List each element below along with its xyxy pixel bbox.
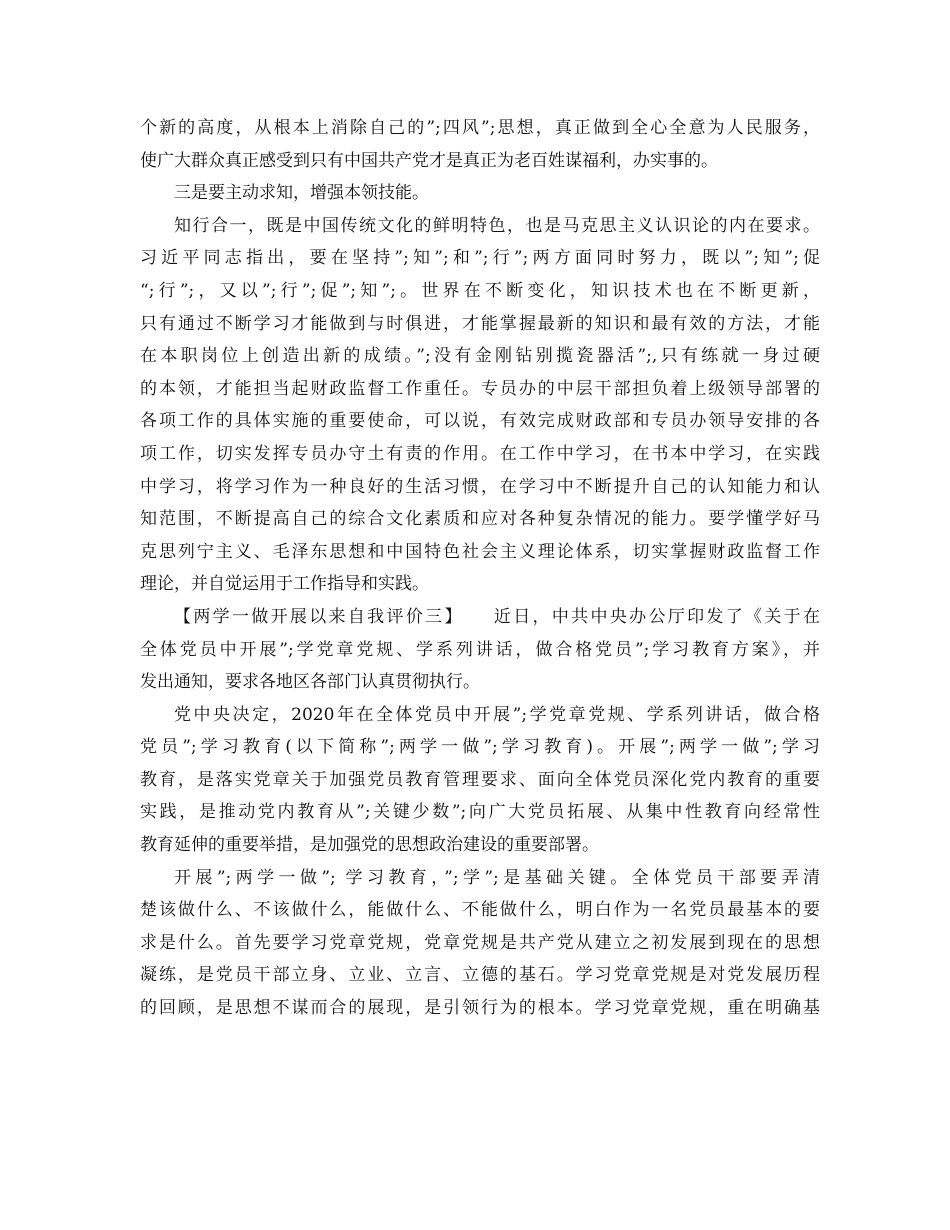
- text-line: “;行”;，又以”;行”;促”;知”;。世界在不断变化，知识技术也在不断更新，: [140, 280, 820, 301]
- text-line: 开展”;两学一做”; 学习教育，”;学”;是基础关键。全体党员干部要弄清: [174, 867, 820, 888]
- text-line: 教育延伸的重要举措，是加强党的思想政治建设的重要部署。: [140, 835, 599, 856]
- text-line: 克思列宁主义、毛泽东思想和中国特色社会主义理论体系，切实掌握财政监督工作: [140, 541, 820, 562]
- text-line: 知范围，不断提高自己的综合文化素质和应对各种复杂情况的能力。要学懂学好马: [140, 509, 820, 530]
- text-line: 凝练，是党员干部立身、立业、立言、立德的基石。学习党章党规是对党发展历程: [140, 965, 820, 986]
- text-line: 求是什么。首先要学习党章党规，党章党规是共产党从建立之初发展到现在的思想: [140, 932, 820, 953]
- document-body: [140, 112, 820, 1025]
- text-line: 实践，是推动党内教育从”;关键少数”;向广大党员拓展、从集中性教育向经常性: [140, 802, 820, 823]
- text-line: 在本职岗位上创造出新的成绩。”;没有金刚钻别揽瓷器活”;,只有练就一身过硬: [140, 346, 820, 367]
- text-line: 习近平同志指出，要在坚持”;知”;和”;行”;两方面同时努力，既以”;知”;促: [140, 248, 820, 269]
- text-line: 知行合一，既是中国传统文化的鲜明特色，也是马克思主义认识论的内在要求。: [174, 215, 820, 236]
- text-line: 党员”;学习教育(以下简称”;两学一做”;学习教育)。开展”;两学一做”;学习: [140, 737, 820, 758]
- text-line: 三是要主动求知，增强本领技能。: [174, 183, 429, 204]
- text-line: 发出通知，要求各地区各部门认真贯彻执行。: [140, 672, 480, 693]
- text-line: 个新的高度，从根本上消除自己的”;四风”;思想，真正做到全心全意为人民服务，: [140, 118, 820, 138]
- text-line: 党中央决定，2020年在全体党员中开展”;学党章党规、学系列讲话，做合格: [174, 704, 820, 725]
- text-line: 各项工作的具体实施的重要使命，可以说，有效完成财政部和专员办领导安排的各: [140, 411, 820, 432]
- text-line: 【两学一做开展以来自我评价三】 近日，中共中央办公厅印发了《关于在: [174, 606, 820, 627]
- text-line: 中学习，将学习作为一种良好的生活习惯，在学习中不断提升自己的认知能力和认: [140, 476, 820, 497]
- text-line: 项工作，切实发挥专员办守土有责的作用。在工作中学习，在书本中学习，在实践: [140, 443, 820, 464]
- text-line: 只有通过不断学习才能做到与时俱进，才能掌握最新的知识和最有效的方法，才能: [140, 313, 820, 334]
- text-line: 教育，是落实党章关于加强党员教育管理要求、面向全体党员深化党内教育的重要: [140, 769, 820, 790]
- text-line: 的回顾，是思想不谋而合的展现，是引领行为的根本。学习党章党规，重在明确基: [140, 998, 820, 1019]
- text-line: 理论，并自觉运用于工作指导和实践。: [140, 574, 429, 595]
- text-line: 使广大群众真正感受到只有中国共产党才是真正为老百姓谋福利，办实事的。: [140, 150, 718, 171]
- text-line: 楚该做什么、不该做什么，能做什么、不能做什么，明白作为一名党员最基本的要: [140, 900, 820, 921]
- text-line: 全体党员中开展”;学党章党规、学系列讲话，做合格党员”;学习教育方案》，并: [140, 639, 820, 660]
- text-line: 的本领，才能担当起财政监督工作重任。专员办的中层干部担负着上级领导部署的: [140, 378, 820, 399]
